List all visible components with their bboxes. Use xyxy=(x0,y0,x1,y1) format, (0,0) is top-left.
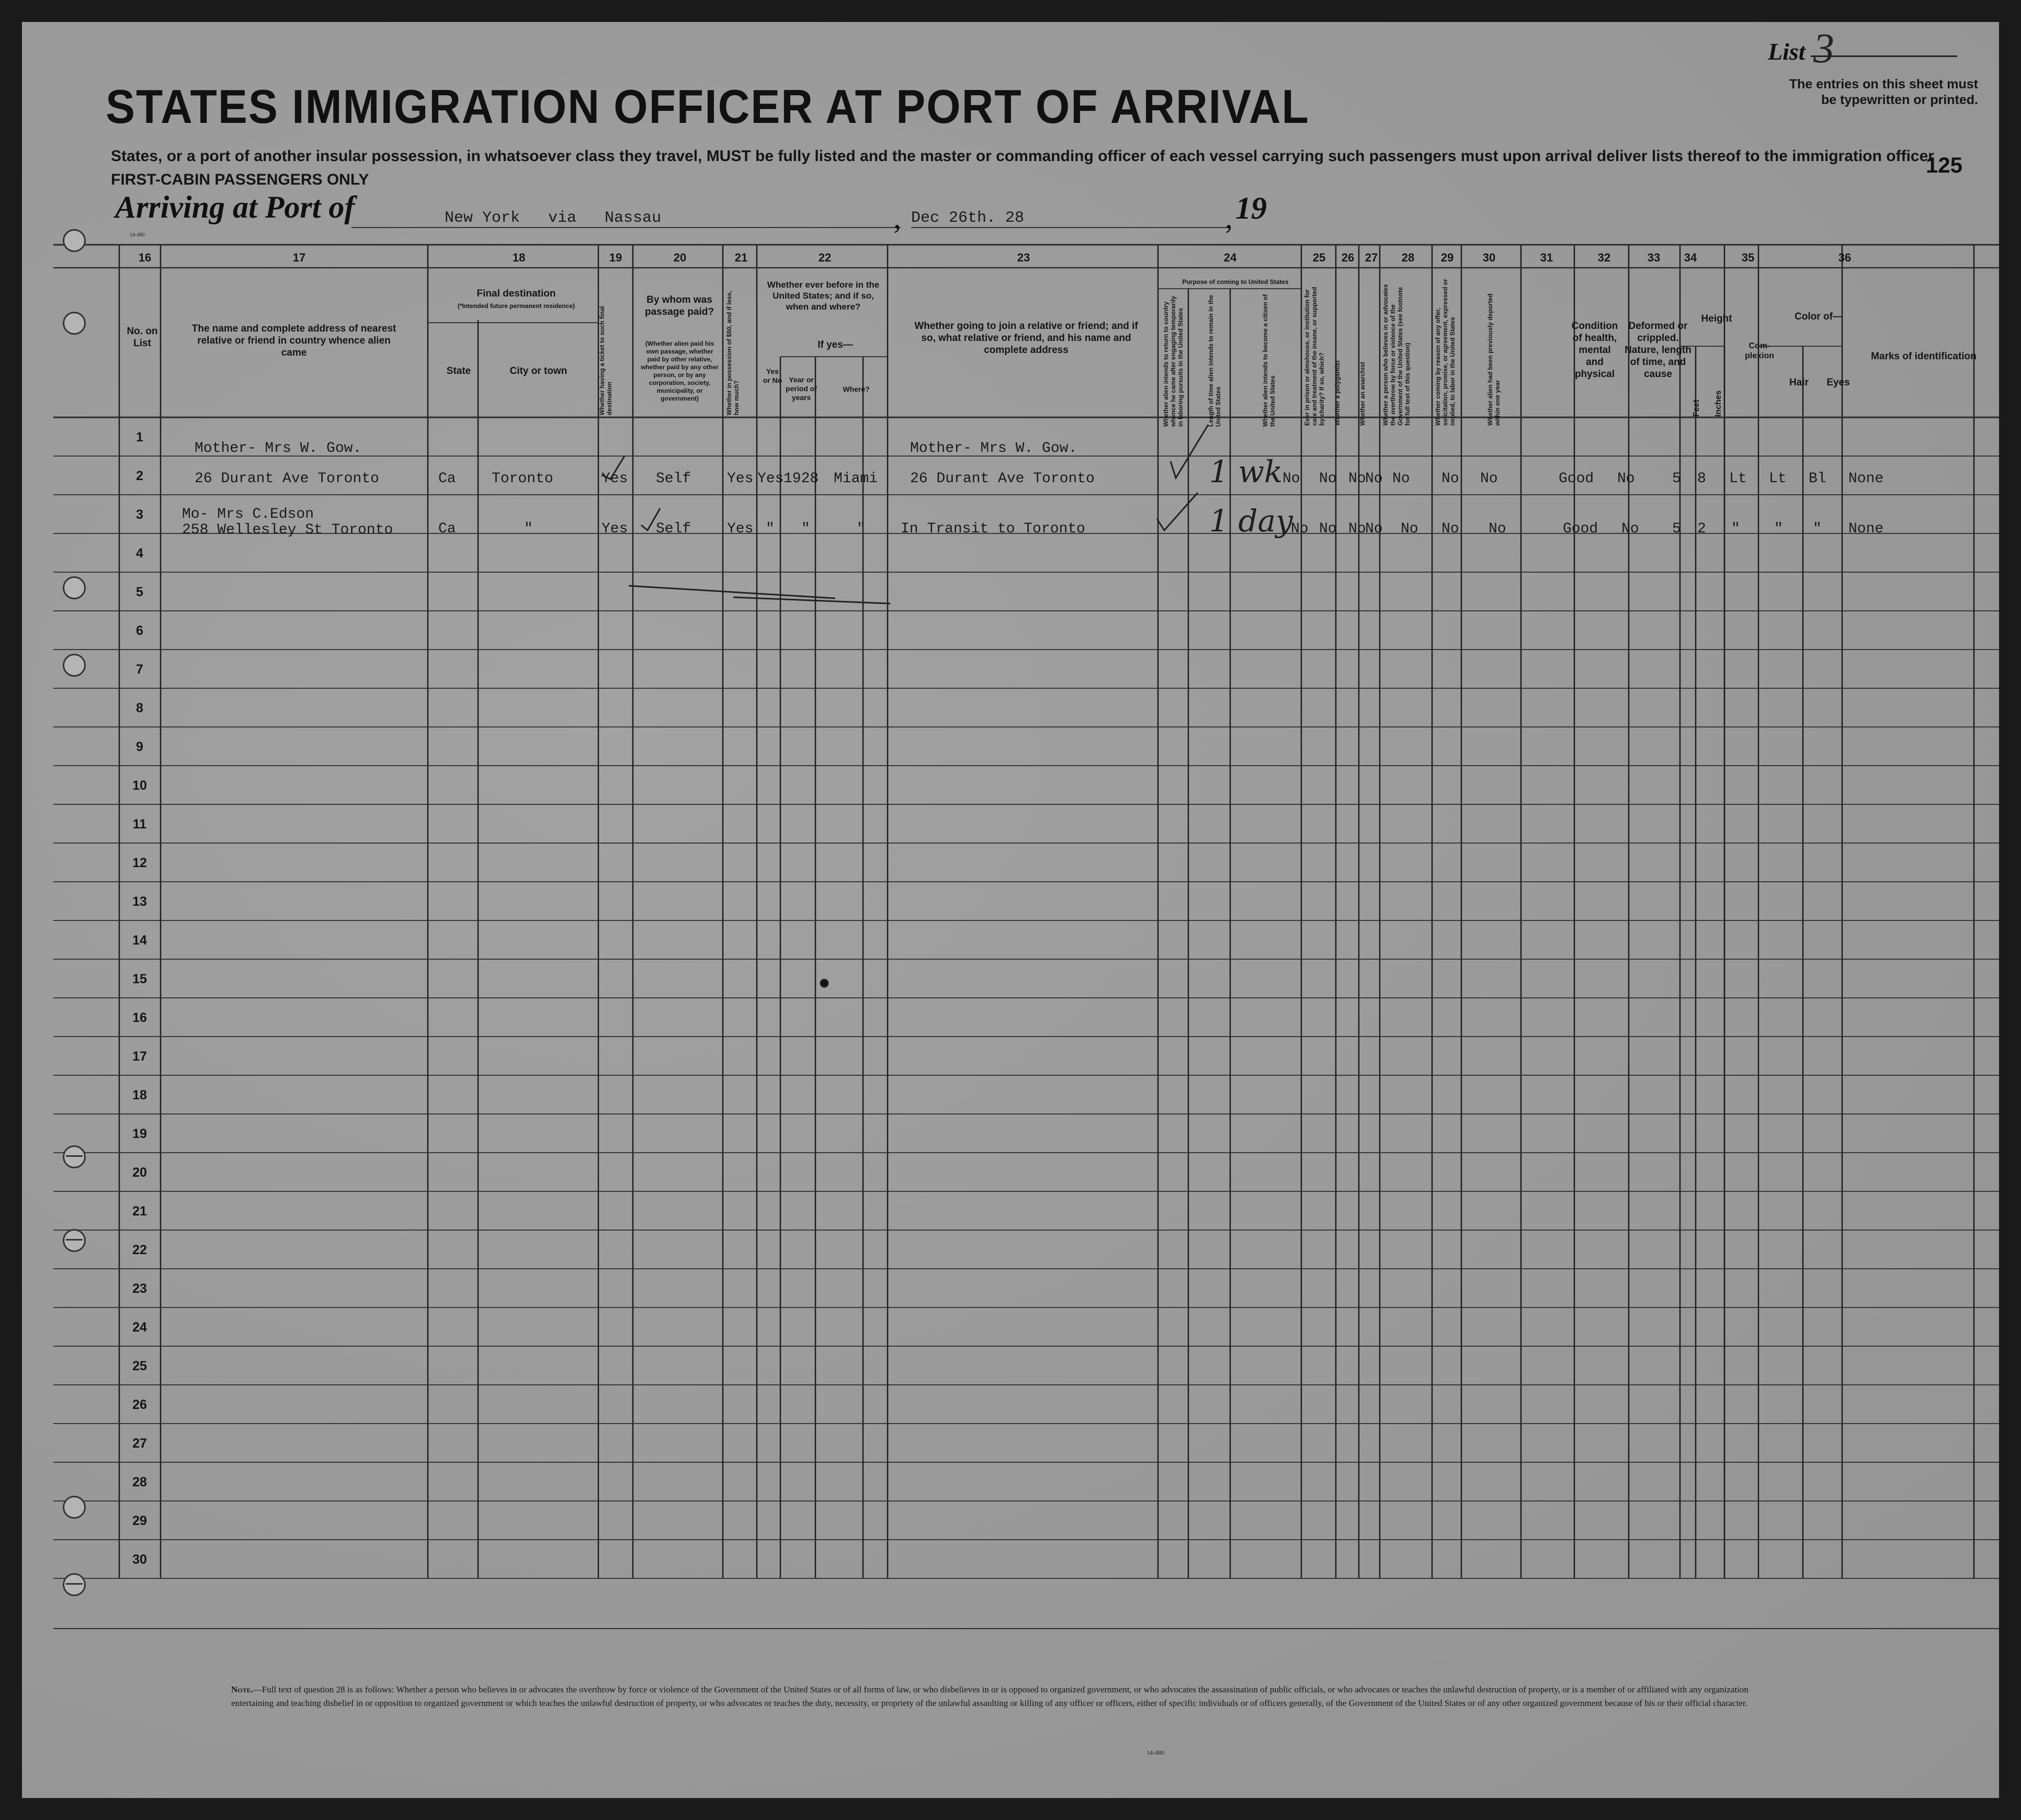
row-number: 16 xyxy=(132,1010,147,1025)
col-num-18: 18 xyxy=(512,251,526,264)
header-passage-paid-sub: (Whether alien paid his own passage, whether paid by other relative, whether paid by any other person, or by any corporation, society, municipality, or government) xyxy=(641,340,719,402)
row2-anarchist: No xyxy=(1365,521,1383,537)
row1-join-line2: 26 Durant Ave Toronto xyxy=(910,471,1095,487)
row2-before-yn: " xyxy=(766,521,775,537)
list-label: List xyxy=(1768,38,1806,65)
row-number: 11 xyxy=(132,817,147,832)
row-number: 15 xyxy=(132,972,147,986)
header-year-period: Year or period of years xyxy=(786,376,817,402)
row1-eyes: Bl xyxy=(1809,471,1826,487)
header-ticket: Whether having a ticket to such final destination xyxy=(598,306,613,415)
row-number: 6 xyxy=(136,623,143,638)
header-nearest-relative: The name and complete address of nearest relative or friend in country whence alien came xyxy=(191,323,396,358)
comma-mark: , xyxy=(893,200,901,235)
row-number: 14 xyxy=(132,933,147,948)
row2-complexion: " xyxy=(1731,521,1740,537)
row1-prison: No xyxy=(1319,471,1337,487)
form-code-top: 14-480 xyxy=(130,232,145,238)
row2-polygamist: No xyxy=(1348,521,1366,537)
row2-inches: 2 xyxy=(1697,521,1706,537)
row1-polygamist: No xyxy=(1348,471,1366,487)
col-num-34: 34 xyxy=(1684,251,1697,264)
row1-hair: Lt xyxy=(1769,471,1787,487)
row-number: 21 xyxy=(132,1204,147,1219)
header-eyes: Eyes xyxy=(1826,377,1850,388)
header-purpose-length: Length of time alien intends to remain in the United States xyxy=(1207,294,1222,427)
punch-hole xyxy=(63,1573,86,1596)
row-number: 24 xyxy=(132,1320,147,1335)
row2-state: Ca xyxy=(438,521,456,537)
col-num-35: 35 xyxy=(1741,251,1755,264)
row1-labor: No xyxy=(1441,471,1459,487)
punch-hole xyxy=(63,654,86,677)
row2-feet: 5 xyxy=(1672,521,1681,537)
punch-hole xyxy=(63,1496,86,1519)
header-final-destination: Final destination xyxy=(476,288,556,299)
header-deported: Whether alien had been previously deported within one year xyxy=(1486,293,1501,426)
footnote-lead: Note. xyxy=(231,1685,253,1694)
row2-ticket: Yes xyxy=(601,521,628,537)
row1-marks: None xyxy=(1848,471,1884,487)
header-anarchist: Whether an anarchist xyxy=(1359,361,1366,426)
header-city: City or town xyxy=(509,366,567,377)
row-number: 23 xyxy=(132,1281,147,1296)
row-number: 13 xyxy=(132,894,147,909)
row-number: 25 xyxy=(132,1359,147,1373)
row-number: 12 xyxy=(132,856,147,870)
col-num-23: 23 xyxy=(1017,251,1030,264)
row1-overthrow: No xyxy=(1392,471,1410,487)
check-mark-icon xyxy=(1157,493,1198,530)
row-number: 7 xyxy=(136,662,143,677)
header-labor-offer: Whether coming by reason of any offer, solicitation, promise, or agreement, expressed or implied, to labor in the United States xyxy=(1434,279,1456,426)
header-overthrow: Whether a person who believes in or advocates the overthrow by force or violence of the Government of the United States (see footnote for full text of this question) xyxy=(1382,284,1411,426)
arrival-date: Dec 26th. 28 xyxy=(911,209,1025,227)
row1-city: Toronto xyxy=(492,471,553,487)
arriving-label: Arriving at Port of xyxy=(115,190,355,224)
header-deformed: Deformed or crippled. Nature, length of time, and cause xyxy=(1625,321,1691,380)
row-number: 27 xyxy=(132,1436,147,1451)
header-complexion: Com-plexion xyxy=(1744,342,1774,360)
arrival-year-prefix: 19 xyxy=(1235,191,1267,225)
col-num-24: 24 xyxy=(1223,251,1237,264)
header-if-yes: If yes— xyxy=(818,339,853,350)
row2-hair: " xyxy=(1774,521,1783,537)
header-polygamist: Whether a polygamist xyxy=(1334,360,1341,426)
header-no-on-list: No. on List xyxy=(127,326,158,349)
header-color-of: Color of— xyxy=(1795,311,1843,322)
header-where: Where? xyxy=(843,385,870,393)
row2-relative-line1: Mo- Mrs C.Edson xyxy=(182,506,314,522)
intro-text: States, or a port of another insular possession, in whatsoever class they travel, MUST be fully listed and the master or commanding officer of each vessel carrying such passengers must upon arrival deliver lists thereof to the immigration officer xyxy=(111,147,1934,165)
row2-health: Good xyxy=(1563,521,1598,537)
row2-deformed: No xyxy=(1621,521,1639,537)
table-grid xyxy=(22,22,1999,1798)
row2-join-line1: In Transit to Toronto xyxy=(901,521,1085,537)
col-num-20: 20 xyxy=(673,251,687,264)
row1-feet: 5 xyxy=(1672,471,1681,487)
col-num-31: 31 xyxy=(1540,251,1553,264)
row1-before-yn: Yes xyxy=(757,471,784,487)
punch-hole xyxy=(63,576,86,599)
row1-state: Ca xyxy=(438,471,456,487)
first-cabin-label: FIRST-CABIN PASSENGERS ONLY xyxy=(111,171,369,188)
row1-before-year: 1928 xyxy=(784,471,819,487)
page-title: STATES IMMIGRATION OFFICER AT PORT OF ARRIVAL xyxy=(106,80,1310,133)
entries-note-line2: be typewritten or printed. xyxy=(1821,93,1978,107)
entries-note-line1: The entries on this sheet must xyxy=(1789,77,1978,92)
header-join-relative: Whether going to join a relative or friend; and if so, what relative or friend, and his name and complete address xyxy=(914,321,1138,356)
col-num-33: 33 xyxy=(1647,251,1661,264)
row-number: 18 xyxy=(132,1088,147,1102)
row1-has-50: Yes xyxy=(727,471,754,487)
row-number: 28 xyxy=(132,1475,147,1489)
row-number: 8 xyxy=(136,701,143,715)
row1-inches: 8 xyxy=(1697,471,1706,487)
header-feet: Feet xyxy=(1692,400,1701,417)
header-marks: Marks of identification xyxy=(1871,351,1977,362)
header-state: State xyxy=(446,366,471,377)
row1-ticket: Yes xyxy=(601,471,628,487)
col-num-17: 17 xyxy=(292,251,306,264)
header-purpose-return: Whether alien intends to return to country whence he came after engaging temporarily in laboring pursuits in the United States xyxy=(1162,295,1184,427)
footnote xyxy=(231,1683,1774,1710)
row1-length-stay: 1 wk xyxy=(1209,454,1283,490)
row-number: 30 xyxy=(132,1552,147,1567)
row-number: 9 xyxy=(136,740,143,754)
header-possession-50: Whether in possession of $50, and if less, how much? xyxy=(725,290,740,415)
row-number: 3 xyxy=(136,507,143,522)
row-number: 5 xyxy=(136,585,143,599)
col-num-27: 27 xyxy=(1365,251,1378,264)
row-number: 2 xyxy=(136,469,143,483)
row2-deported: No xyxy=(1489,521,1506,537)
punch-hole xyxy=(63,1229,86,1252)
row1-paid-by: Self xyxy=(656,471,691,487)
row2-before-year: " xyxy=(801,521,810,537)
col-num-22: 22 xyxy=(818,251,832,264)
row1-complexion: Lt xyxy=(1729,471,1747,487)
col-num-29: 29 xyxy=(1440,251,1454,264)
list-number: 3 xyxy=(1813,26,1834,72)
row-number: 17 xyxy=(132,1049,147,1064)
form-code-bottom: 14-480 xyxy=(1146,1749,1164,1756)
punch-hole xyxy=(63,229,86,252)
row2-marks: None xyxy=(1848,521,1884,537)
header-ever-before: Whether ever before in the United States; and if so, when and where? xyxy=(767,280,880,312)
row1-relative-line1: Mother- Mrs W. Gow. xyxy=(195,440,362,457)
row-number: 22 xyxy=(132,1243,147,1257)
col-num-25: 25 xyxy=(1312,251,1326,264)
punch-hole xyxy=(63,312,86,335)
pen-stroke xyxy=(629,586,835,598)
footnote-text: —Full text of question 28 is as follows: Whether a person who believes in or advocates the overthrow by force or violence of the Government of the United States or of all forms of law, or who disbelieves in or is opposed to organized government, or who advocates the assassination of public officials, or who advocates or teaches the unlawful destruction of property, or is a member of or affiliated with any organization entertaining and teaching disbelief in or opposition to organized government or which teaches the unlawful destruction of property, or who advocates or teaches the duty, necessity, or propriety of the unlawful assaulting or killing of any officer or officers, either of specific individuals or of officers generally, of the Government of the United States or of any other organized government because of his or their official character. xyxy=(231,1685,1748,1708)
punch-hole xyxy=(63,1145,86,1168)
header-hair: Hair xyxy=(1789,377,1809,388)
row1-anarchist: No xyxy=(1365,471,1383,487)
row-number: 20 xyxy=(132,1165,147,1180)
col-num-32: 32 xyxy=(1597,251,1611,264)
row2-eyes: " xyxy=(1813,521,1822,537)
col-num-21: 21 xyxy=(734,251,748,264)
col-num-26: 26 xyxy=(1341,251,1355,264)
row2-overthrow: No xyxy=(1401,521,1418,537)
row1-deported: No xyxy=(1480,471,1498,487)
ink-blot xyxy=(821,980,828,987)
manifest-sheet xyxy=(22,22,1999,1798)
row2-labor: No xyxy=(1441,521,1459,537)
header-prison: Ever in prison or almshouse, or institution for care and treatment of the insane, or supported by charity? If so, which? xyxy=(1303,287,1325,426)
row-number: 1 xyxy=(136,430,143,445)
header-final-destination-sub: (*Intended future permanent residence) xyxy=(457,302,575,310)
page-number: 125 xyxy=(1926,153,1963,177)
row2-citizen: No xyxy=(1291,521,1309,537)
header-purpose-citizen: Whether alien intends to become a citizen of the United States xyxy=(1262,294,1276,427)
row-number: 19 xyxy=(132,1127,147,1141)
row-number: 26 xyxy=(132,1397,147,1412)
row1-deformed: No xyxy=(1617,471,1635,487)
row2-before-where: " xyxy=(857,521,866,537)
row1-citizen: No xyxy=(1282,471,1300,487)
col-num-19: 19 xyxy=(609,251,622,264)
row1-before-where: Miami xyxy=(834,471,878,487)
row2-relative-line2: 258 Wellesley St Toronto xyxy=(182,522,393,538)
header-purpose: Purpose of coming to United States xyxy=(1182,278,1289,286)
row2-length-stay: 1 day xyxy=(1209,503,1293,539)
row2-prison: No xyxy=(1319,521,1337,537)
col-num-28: 28 xyxy=(1401,251,1415,264)
row-number: 29 xyxy=(132,1514,147,1528)
header-passage-paid: By whom was passage paid? xyxy=(645,294,714,317)
comma-mark: , xyxy=(1225,200,1233,235)
header-inches: Inches xyxy=(1714,390,1723,417)
col-num-30: 30 xyxy=(1482,251,1496,264)
check-mark-icon xyxy=(1171,425,1208,478)
row2-has-50: Yes xyxy=(727,521,754,537)
arrival-port: New York via Nassau xyxy=(445,209,662,227)
row1-health: Good xyxy=(1559,471,1594,487)
row-number: 4 xyxy=(136,546,143,561)
col-num-16: 16 xyxy=(138,251,152,264)
row1-join-line1: Mother- Mrs W. Gow. xyxy=(910,440,1077,457)
col-num-36: 36 xyxy=(1838,251,1852,264)
row2-paid-by: Self xyxy=(656,521,691,537)
header-yes-no: Yes or No xyxy=(763,367,782,384)
row-number: 10 xyxy=(132,778,147,793)
header-height: Height xyxy=(1701,313,1732,324)
row1-relative-line2: 26 Durant Ave Toronto xyxy=(195,471,379,487)
header-health: Condition of health, mental and physical xyxy=(1571,321,1618,380)
row2-city: " xyxy=(524,521,533,537)
